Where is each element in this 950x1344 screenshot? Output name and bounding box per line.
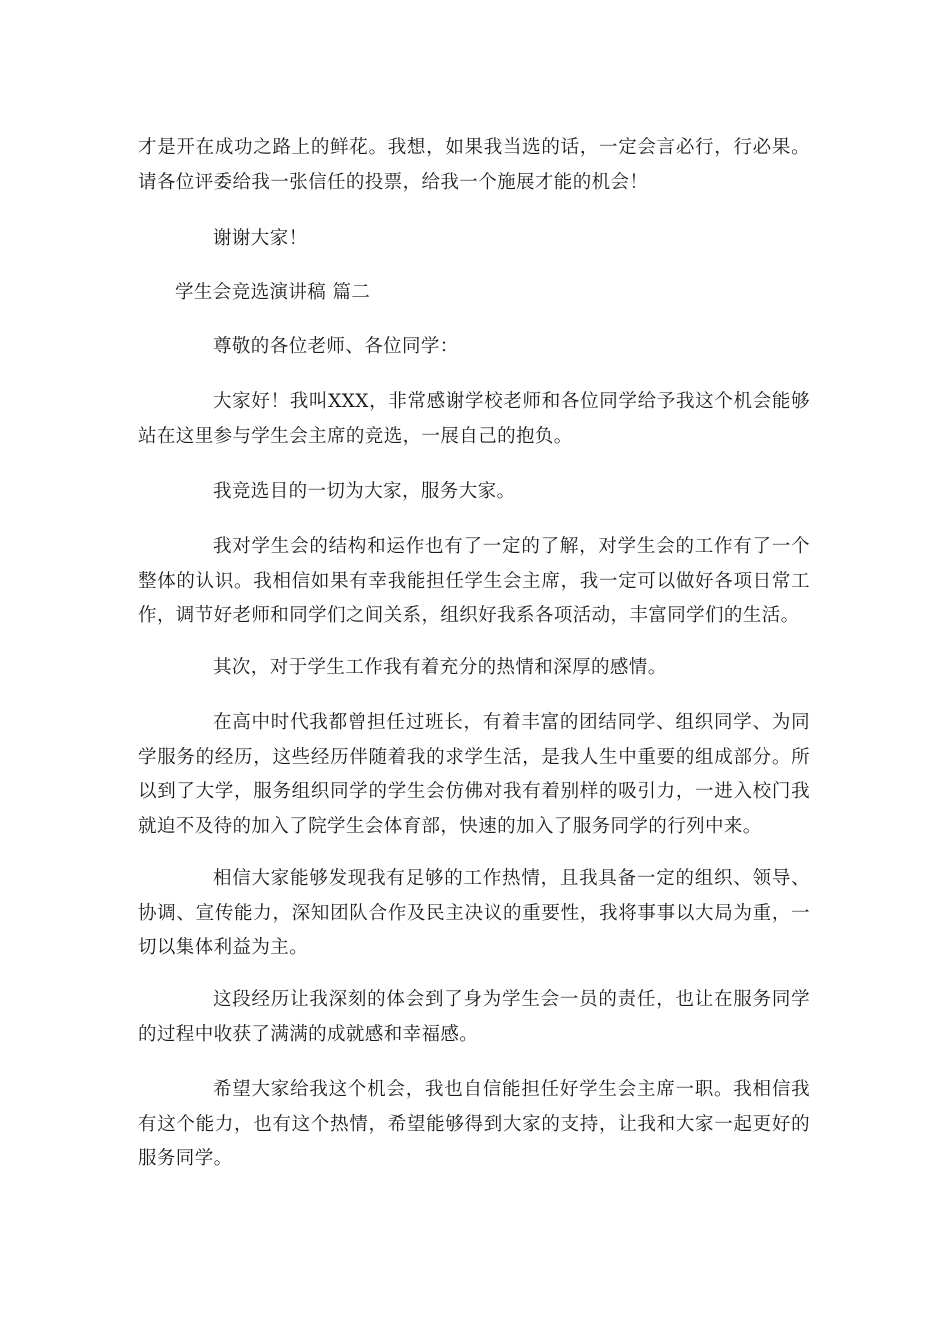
paragraph-thanks: 谢谢大家！: [213, 228, 308, 249]
paragraph-responsibility: 这段经历让我深刻的体会到了身为学生会一员的责任，也让在服务同学的过程中收获了满满的成就感和幸福感。: [138, 989, 810, 1045]
paragraph-understanding: 我对学生会的结构和运作也有了一定的了解，对学生会的工作有了一个整体的认识。我相信如果有幸我能担任学生会主席，我一定可以做好各项日常工作，调节好老师和同学们之间关系，组织好我系各项活动，丰富同学们的生活。: [138, 536, 810, 626]
paragraph-hope: 希望大家给我这个机会，我也自信能担任好学生会主席一职。我相信我有这个能力，也有这个热情，希望能够得到大家的支持，让我和大家一起更好的服务同学。: [138, 1079, 810, 1169]
section-heading: 学生会竞选演讲稿 篇二: [175, 282, 371, 303]
paragraph-purpose: 我竞选目的一切为大家，服务大家。: [213, 481, 516, 502]
paragraph-introduction: 大家好！我叫XXX，非常感谢学校老师和各位同学给予我这个机会能够站在这里参与学生会主席的竞选，一展自己的抱负。: [138, 391, 810, 447]
paragraph-passion: 其次，对于学生工作我有着充分的热情和深厚的感情。: [213, 657, 667, 678]
paragraph-experience: 在高中时代我都曾担任过班长，有着丰富的团结同学、组织同学、为同学服务的经历，这些经历伴随着我的求学生活，是我人生中重要的组成部分。所以到了大学，服务组织同学的学生会仿佛对我有着别样的吸引力，一进入校门我就迫不及待的加入了院学生会体育部，快速的加入了服务同学的行列中来。: [138, 712, 810, 837]
paragraph-salutation: 尊敬的各位老师、各位同学：: [213, 336, 459, 357]
paragraph-closing-continuation: 才是开在成功之路上的鲜花。我想，如果我当选的话，一定会言必行，行必果。请各位评委给我一张信任的投票，给我一个施展才能的机会！: [138, 137, 810, 193]
paragraph-abilities: 相信大家能够发现我有足够的工作热情，且我具备一定的组织、领导、协调、宣传能力，深知团队合作及民主决议的重要性，我将事事以大局为重，一切以集体利益为主。: [138, 868, 810, 958]
